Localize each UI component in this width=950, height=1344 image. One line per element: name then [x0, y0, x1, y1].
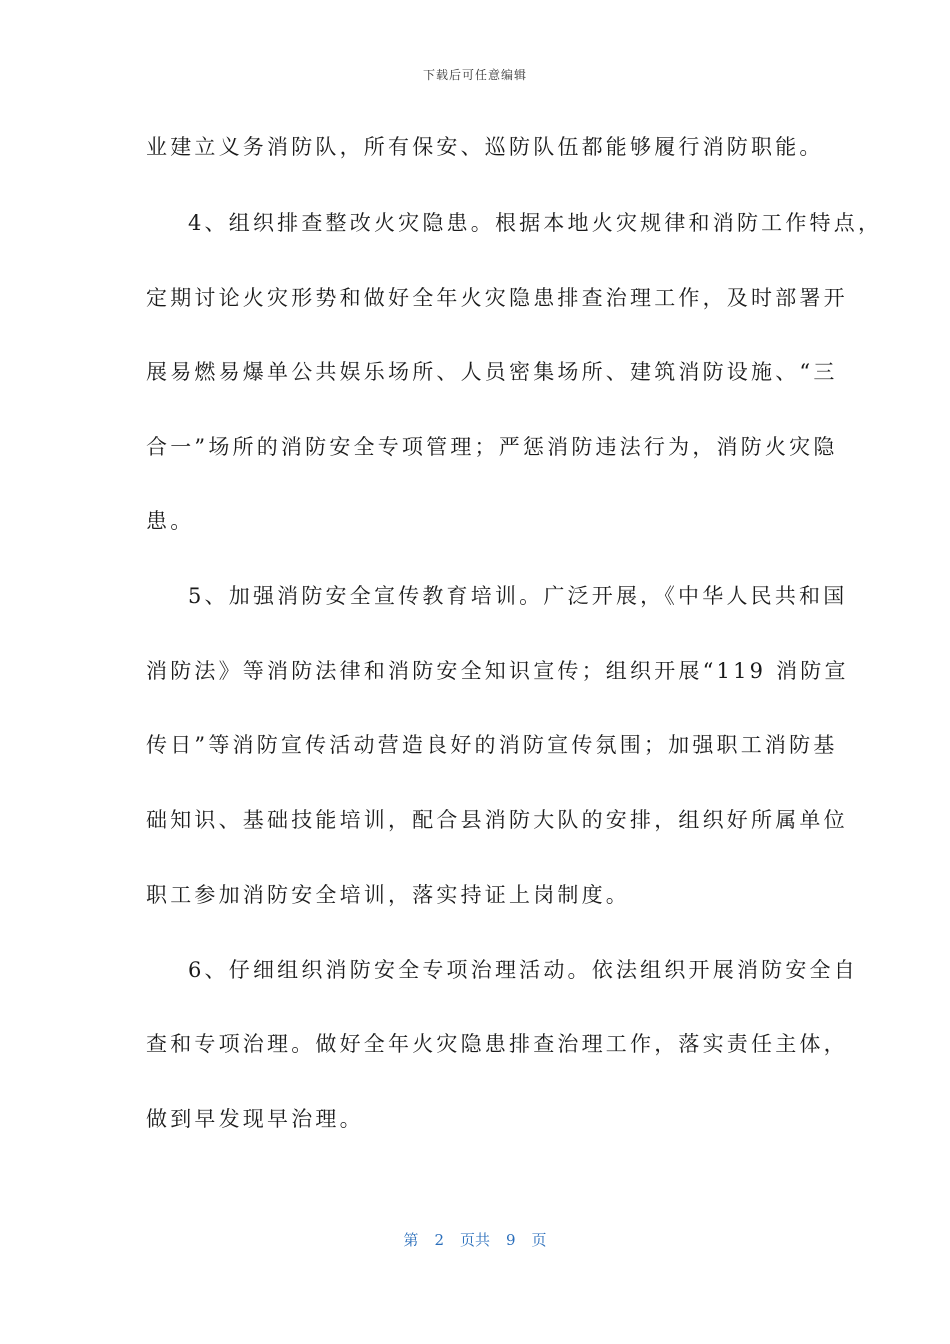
body-line-5: 合一”场所的消防安全专项管理；严惩消防违法行为，消防火灾隐: [146, 435, 838, 459]
footer-suffix: 页: [531, 1231, 547, 1249]
body-line-11: 职工参加消防安全培训，落实持证上岗制度。: [146, 883, 630, 907]
body-line-8: 消防法》等消防法律和消防安全知识宣传；组织开展“119 消防宣: [146, 659, 849, 683]
body-line-12: 6、仔细组织消防安全专项治理活动。依法组织开展消防安全自: [188, 958, 858, 982]
page-number-footer: [0, 1229, 950, 1250]
footer-middle: 页共: [459, 1231, 490, 1249]
footer-prefix: 第: [403, 1231, 419, 1249]
body-line-3: 定期讨论火灾形势和做好全年火灾隐患排查治理工作，及时部署开: [146, 286, 848, 310]
footer-current-page: 2: [434, 1231, 444, 1249]
body-line-6: 患。: [146, 509, 195, 533]
body-line-1: 业建立义务消防队，所有保安、巡防队伍都能够履行消防职能。: [146, 135, 824, 159]
body-line-9: 传日”等消防宣传活动营造良好的消防宣传氛围；加强职工消防基: [146, 733, 838, 757]
body-line-7: 5、加强消防安全宣传教育培训。广泛开展，《中华人民共和国: [188, 584, 848, 608]
body-line-4: 展易燃易爆单公共娱乐场所、人员密集场所、建筑消防设施、“三: [146, 360, 838, 384]
body-line-14: 做到早发现早治理。: [146, 1107, 364, 1131]
header-note: 下载后可任意编辑: [422, 68, 527, 82]
body-line-2: 4、组织排查整改火灾隐患。根据本地火灾规律和消防工作特点，: [188, 211, 883, 235]
footer-total-pages: 9: [506, 1231, 516, 1249]
body-line-10: 础知识、基础技能培训，配合县消防大队的安排，组织好所属单位: [146, 808, 848, 832]
body-line-13: 查和专项治理。做好全年火灾隐患排查治理工作，落实责任主体，: [146, 1032, 848, 1056]
